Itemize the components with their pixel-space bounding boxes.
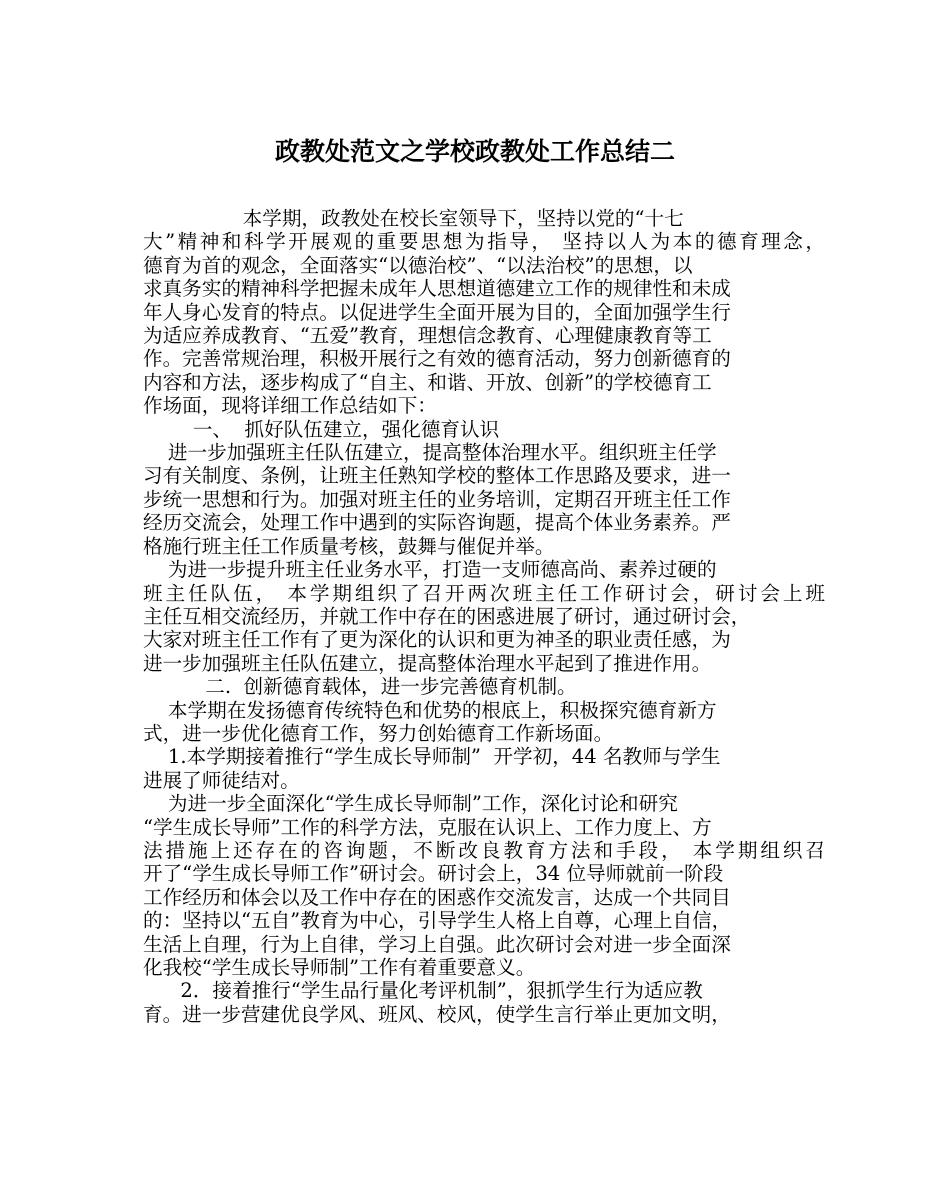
body-line: 经历交流会，处理工作中遇到的实际咨询题，提高个体业务素养。严 [143, 511, 731, 535]
body-line: 作场面，现将详细工作总结如下： [143, 394, 437, 418]
body-line: 大”精神和科学开展观的重要思想为指导， 坚持以人为本的德育理念， [143, 230, 825, 254]
body-line: 进一步加强班主任队伍建立，提高整体治理水平起到了推进作用。 [143, 651, 712, 675]
body-line: 为进一步提升班主任业务水平，打造一支师德高尚、素养过硬的 [143, 558, 717, 582]
body-line: 内容和方法，逐步构成了“自主、和谐、开放、创新”的学校德育工 [143, 370, 712, 394]
body-line: 作。完善常规治理，积极开展行之有效的德育活动，努力创新德育的 [143, 347, 731, 371]
body-line: 年人身心发育的特点。以促进学生全面开展为目的，全面加强学生行 [143, 300, 731, 324]
body-line: 式，进一步优化德育工作，努力创始德育工作新场面。 [143, 721, 614, 745]
body-line: 进展了师徒结对。 [143, 768, 300, 792]
body-line: 的：坚持以“五自”教育为中心，引导学生人格上自尊，心理上自信， [143, 909, 732, 933]
body-line: 本学期，政教处在校长室领导下，坚持以党的“十七 [143, 207, 684, 230]
body-line: 为进一步全面深化“学生成长导师制”工作，深化讨论和研究 [143, 792, 678, 816]
body-line: 法措施上还存在的咨询题，不断改良教育方法和手段， 本学期组织召 [143, 838, 825, 862]
body-line: 班主任队伍， 本学期组织了召开两次班主任工作研讨会，研讨会上班 [143, 581, 825, 605]
body-line: 求真务实的精神科学把握未成年人思想道德建立工作的规律性和未成 [143, 277, 731, 301]
section-heading: 二. 创新德育载体，进一步完善德育机制。 [143, 675, 577, 699]
section-heading: 一、 抓好队伍建立，强化德育认识 [143, 417, 500, 441]
body-line: 工作经历和体会以及工作中存在的困惑作交流发言，达成一个共同目 [143, 885, 731, 909]
body-line: 习有关制度、条例，让班主任熟知学校的整体工作思路及要求，进一 [143, 464, 731, 488]
body-line: 2．接着推行“学生品行量化考评机制”，狠抓学生行为适应教 [143, 979, 703, 1003]
body-line: “学生成长导师”工作的科学方法，克服在认识上、工作力度上、方 [143, 815, 712, 839]
body-line: 大家对班主任工作有了更为深化的认识和更为神圣的职业责任感，为 [143, 628, 731, 652]
body-line: 进一步加强班主任队伍建立，提高整体治理水平。组织班主任学 [143, 441, 717, 465]
body-line: 格施行班主任工作质量考核，鼓舞与催促并举。 [143, 534, 555, 558]
body-line: 德育为首的观念，全面落实“以德治校”、“以法治校”的思想，以 [143, 253, 693, 277]
body-line: 为适应养成教育、“五爱”教育，理想信念教育、心理健康教育等工 [143, 324, 712, 348]
document-body [143, 207, 825, 1026]
body-line: 步统一思想和行为。加强对班主任的业务培训，定期召开班主任工作 [143, 487, 731, 511]
body-line: 1.本学期接着推行“学生成长导师制” 开学初，44 名教师与学生 [143, 745, 721, 769]
body-line: 生活上自理，行为上自律，学习上自强。此次研讨会对进一步全面深 [143, 932, 731, 956]
body-line: 化我校“学生成长导师制”工作有着重要意义。 [143, 956, 536, 979]
body-line: 主任互相交流经历，并就工作中存在的困惑进展了研讨，通过研讨会， [143, 604, 751, 628]
document-title: 政教处范文之学校政教处工作总结二 [274, 137, 675, 166]
body-line: 开了“学生成长导师工作”研讨会。研讨会上，34 位导师就前一阶段 [143, 862, 724, 886]
body-line: 育。进一步营建优良学风、班风、校风，使学生言行举止更加文明， [143, 1002, 731, 1026]
body-line: 本学期在发扬德育传统特色和优势的根底上，积极探究德育新方 [143, 698, 717, 722]
